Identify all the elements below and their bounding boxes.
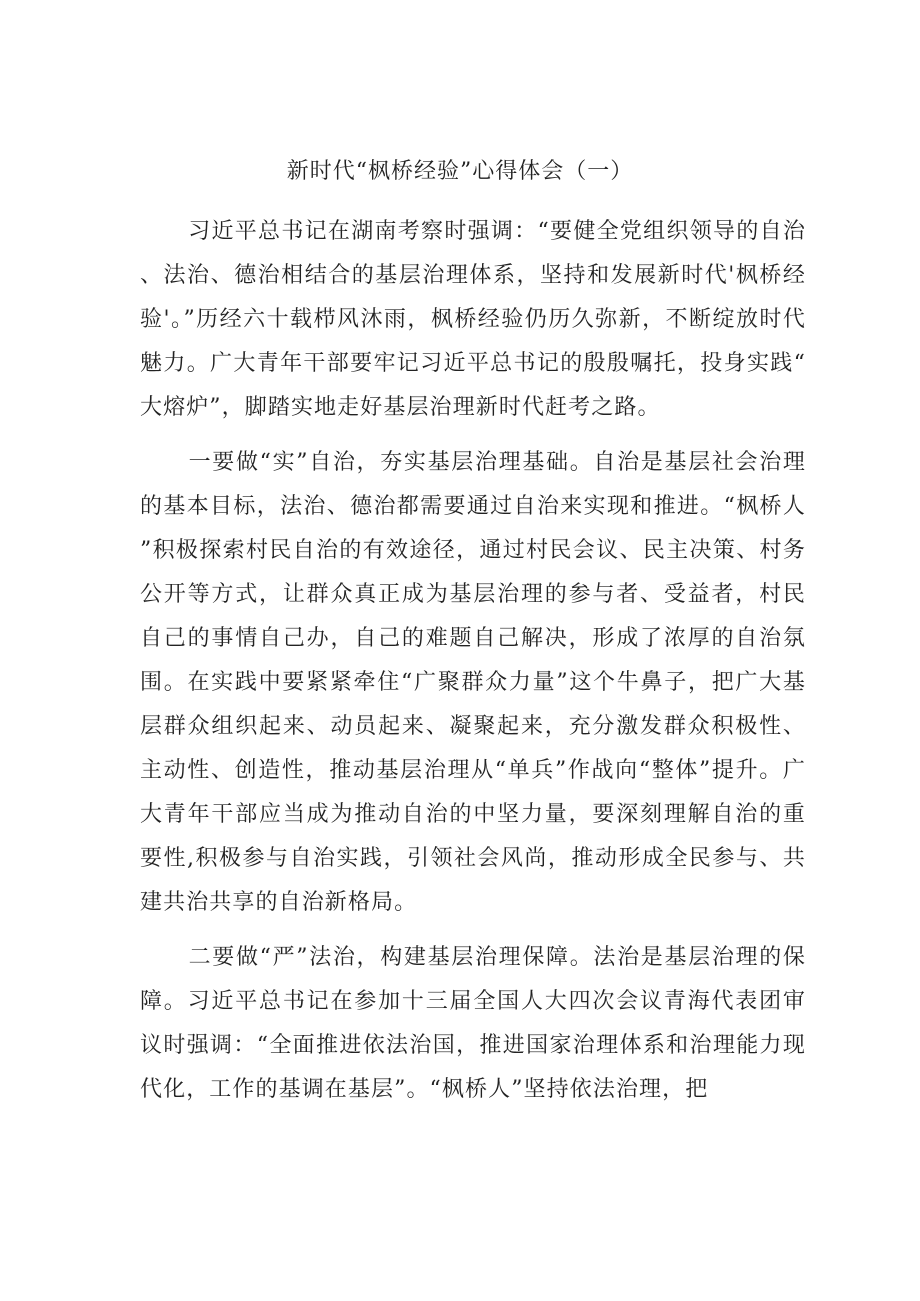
document-title: 新时代“枫桥经验”心得体会（一） (286, 159, 634, 184)
paragraph-self-governance (140, 441, 806, 925)
paragraph-rule-of-law-text: 二要做“严”法治，构建基层治理保障。法治是基层治理的保障。习近平总书记在参加十三届全国人大四次会议青海代表团审议时强调：“全面推进依法治国，推进国家治理体系和治理能力现代化，工作的基调在基层”。“枫桥人”坚持依法治理，把 (140, 945, 806, 1102)
paragraph-intro-text: 习近平总书记在湖南考察时强调：“要健全党组织领导的自治、法治、德治相结合的基层治理体系，坚持和发展新时代'枫桥经验'。”历经六十载栉风沐雨，枫桥经验仍历久弥新，不断绽放时代魅力。广大青年干部要牢记习近平总书记的殷殷嘱托，投身实践“大熔炉”，脚踏实地走好基层治理新时代赶考之路。 (140, 219, 806, 420)
document-body (140, 210, 806, 1112)
paragraph-rule-of-law (140, 936, 806, 1112)
paragraph-intro (140, 210, 806, 430)
paragraph-self-governance-text: 一要做“实”自治，夯实基层治理基础。自治是基层社会治理的基本目标，法治、德治都需要通过自治来实现和推进。“枫桥人”积极探索村民自治的有效途径，通过村民会议、民主决策、村务公开等方式，让群众真正成为基层治理的参与者、受益者，村民自己的事情自己办，自己的难题自己解决，形成了浓厚的自治氛围。在实践中要紧紧牵住“广聚群众力量”这个牛鼻子，把广大基层群众组织起来、动员起来、凝聚起来，充分激发群众积极性、主动性、创造性，推动基层治理从“单兵”作战向“整体”提升。广大青年干部应当成为推动自治的中坚力量，要深刻理解自治的重要性,积极参与自治实践，引领社会风尚，推动形成全民参与、共建共治共享的自治新格局。 (140, 450, 806, 915)
